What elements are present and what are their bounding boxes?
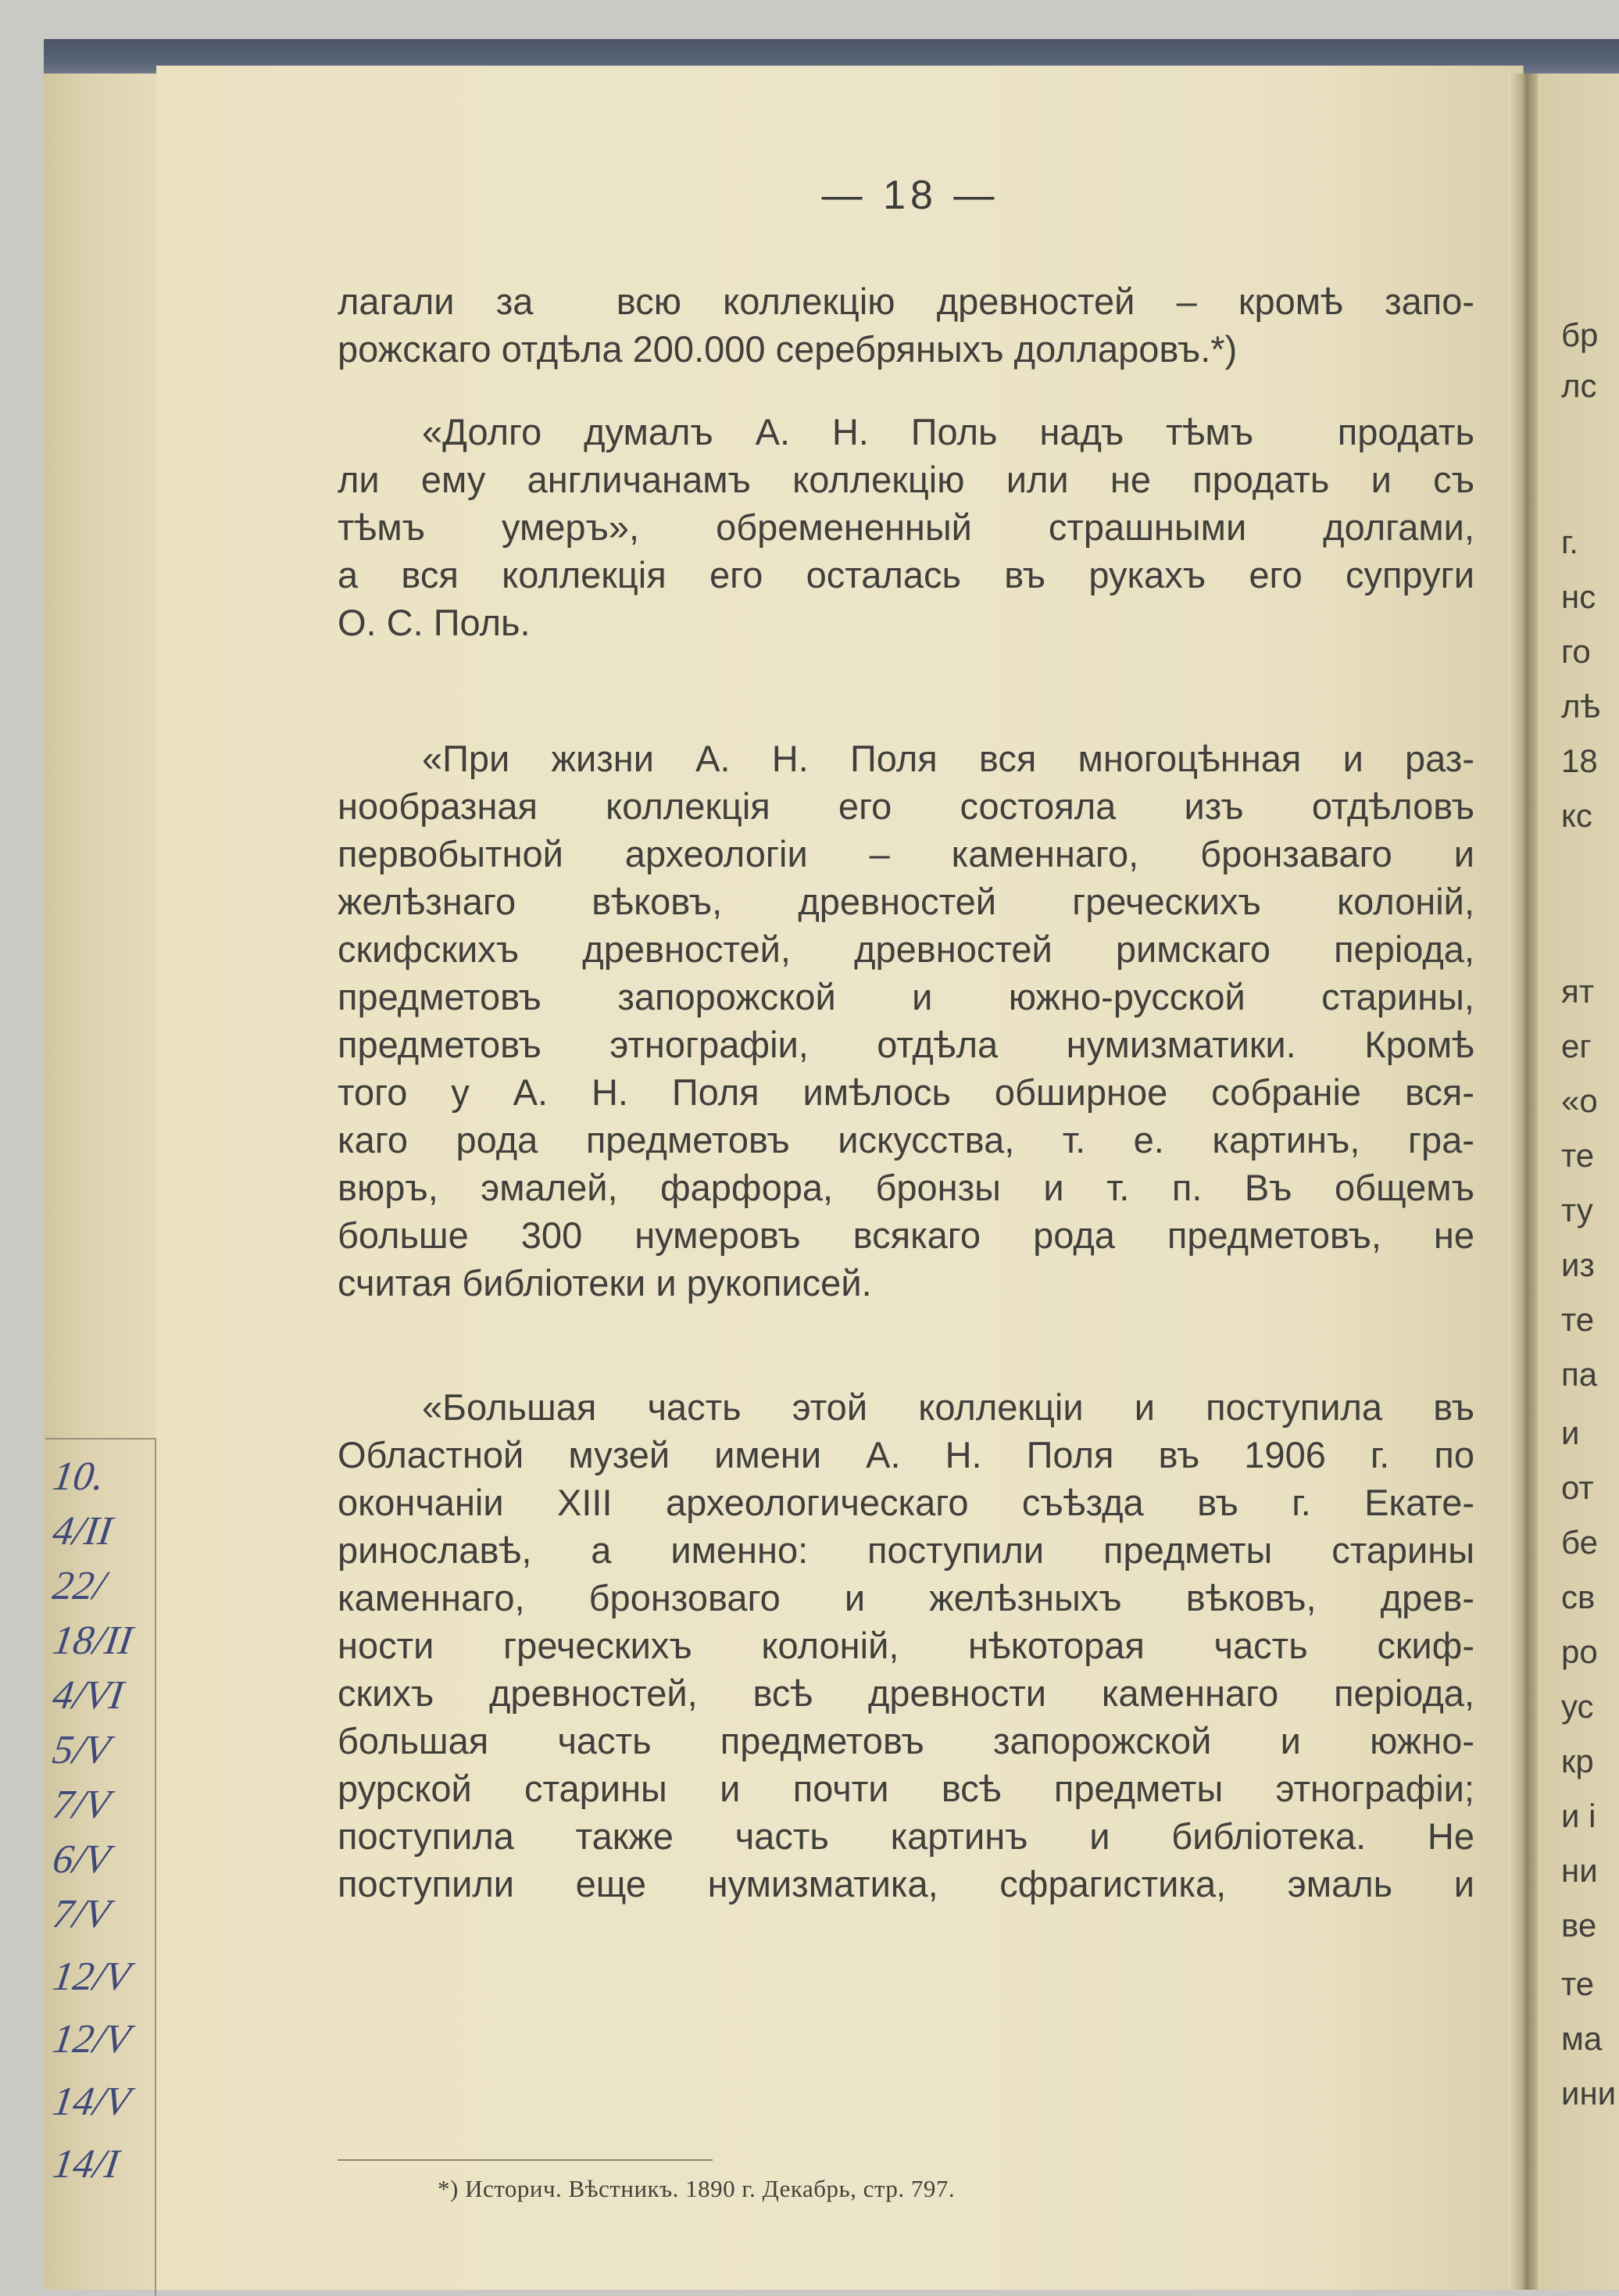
- next-page-fragment: па: [1561, 1356, 1598, 1393]
- next-page-fragment: г.: [1561, 524, 1578, 560]
- next-page-edge: [1538, 73, 1619, 2290]
- paragraph: [338, 408, 1474, 646]
- handwritten-note: 12/V: [49, 1954, 134, 1999]
- next-page-fragment: бр: [1561, 317, 1599, 353]
- next-page-fragment: «о: [1561, 1082, 1598, 1119]
- text-line: считая библіотеки и рукописей.: [338, 1262, 872, 1304]
- text-line: рурской старины и почти всѣ предметы этнографіи;: [338, 1768, 1474, 1809]
- next-page-fragment: те: [1561, 1137, 1595, 1174]
- paragraph: [338, 1383, 1474, 1908]
- text-line: предметовъ запорожской и южно-русской старины,: [338, 976, 1474, 1017]
- text-line: тѣмъ умеръ», обремененный страшными долгами,: [338, 506, 1474, 548]
- handwritten-note: 18/ІІ: [49, 1618, 136, 1663]
- footnote: *) Историч. Вѣстникъ. 1890 г. Декабрь, стр. 797.: [438, 2175, 956, 2202]
- next-page-fragment: ег: [1561, 1028, 1592, 1064]
- handwritten-note: 12/V: [49, 2017, 134, 2062]
- text-line: Областной музей имени А. Н. Поля въ 1906 г. по: [338, 1434, 1474, 1475]
- text-line: а вся коллекція его осталась въ рукахъ его супруги: [338, 554, 1474, 595]
- next-page-fragment: ус: [1561, 1688, 1594, 1725]
- book-spine: [1508, 73, 1539, 2290]
- next-page-fragment: кс: [1561, 797, 1592, 834]
- text-line: лагали за всю коллекцію древностей – кромѣ запо-: [338, 281, 1474, 322]
- next-page-fragment: ро: [1561, 1633, 1598, 1670]
- text-line: каго рода предметовъ искусства, т. е. картинъ, гра-: [338, 1119, 1474, 1161]
- text-line: каменнаго, бронзоваго и желѣзныхъ вѣковъ, древ-: [338, 1577, 1474, 1618]
- next-page-fragment: кр: [1561, 1743, 1594, 1779]
- handwritten-note: 4/VІ: [49, 1673, 127, 1718]
- text-line: желѣзнаго вѣковъ, древностей греческихъ колоній,: [338, 881, 1474, 922]
- handwritten-note: 10.: [49, 1454, 108, 1499]
- text-line: больше 300 нумеровъ всякаго рода предметовъ, не: [338, 1214, 1474, 1256]
- next-page-fragment: ту: [1561, 1192, 1593, 1228]
- paragraph: [338, 277, 1474, 373]
- text-line: скифскихъ древностей, древностей римскаго періода,: [338, 928, 1474, 970]
- next-page-fragment: ини: [1561, 2075, 1617, 2112]
- text-line: скихъ древностей, всѣ древности каменнаго періода,: [338, 1672, 1474, 1714]
- next-page-fragment: и: [1561, 1414, 1580, 1451]
- text-line: того у А. Н. Поля имѣлось обширное собраніе вся-: [338, 1071, 1474, 1113]
- text-line: нообразная коллекція его состояла изъ отдѣловъ: [338, 785, 1474, 827]
- text-line: «Долго думалъ А. Н. Поль надъ тѣмъ продать: [422, 411, 1474, 452]
- paragraph: [338, 735, 1474, 1307]
- handwritten-note: 7/V: [49, 1783, 113, 1827]
- text-line: «Большая часть этой коллекціи и поступила въ: [422, 1386, 1474, 1428]
- text-line: ринославѣ, а именно: поступили предметы старины: [338, 1529, 1474, 1571]
- text-line: «При жизни А. Н. Поля вся многоцѣнная и раз-: [422, 738, 1474, 779]
- handwritten-note: 14/V: [49, 2080, 134, 2124]
- handwritten-note: 5/V: [49, 1728, 113, 1772]
- next-page-fragment: лѣ: [1561, 688, 1601, 724]
- next-page-fragment: ве: [1561, 1907, 1597, 1944]
- next-page-fragment: от: [1561, 1469, 1594, 1506]
- next-page-fragment: и і: [1561, 1797, 1596, 1834]
- next-page-fragment: 18: [1561, 742, 1598, 779]
- next-page-fragment: ни: [1561, 1852, 1598, 1889]
- handwritten-note: 7/V: [49, 1892, 113, 1937]
- text-line: ности греческихъ колоній, нѣкоторая часть скиф-: [338, 1625, 1474, 1666]
- text-line: предметовъ этнографіи, отдѣла нумизматики. Кромѣ: [338, 1024, 1474, 1065]
- handwritten-note: 22/: [49, 1564, 109, 1608]
- next-page-fragment: ма: [1561, 2020, 1603, 2057]
- text-line: вюръ, эмалей, фарфора, бронзы и т. п. Въ общемъ: [338, 1167, 1474, 1208]
- text-line: поступили еще нумизматика, сфрагистика, эмаль и: [338, 1863, 1474, 1904]
- next-page-fragment: из: [1561, 1246, 1595, 1283]
- footnote-rule: [338, 2159, 713, 2161]
- next-page-fragment: ят: [1561, 973, 1594, 1010]
- next-page-fragment: те: [1561, 1301, 1595, 1338]
- next-page-fragment: св: [1561, 1579, 1596, 1615]
- next-page-fragment: го: [1561, 633, 1591, 670]
- next-page-fragment: лс: [1561, 367, 1597, 404]
- text-line: большая часть предметовъ запорожской и южно-: [338, 1720, 1474, 1761]
- text-line: первобытной археологіи – каменнаго, бронзаваго и: [338, 833, 1474, 874]
- next-page-fragment: нс: [1561, 578, 1596, 615]
- handwritten-note: 4/ІІ: [49, 1509, 116, 1554]
- text-line: рожскаго отдѣла 200.000 серебряныхъ долларовъ.*): [338, 328, 1238, 370]
- text-line: поступила также часть картинъ и библіотека. Не: [338, 1815, 1474, 1857]
- text-line: окончаніи XIII археологическаго съѣзда въ г. Екате-: [338, 1482, 1474, 1523]
- handwritten-note: 14/І: [49, 2142, 122, 2187]
- next-page-fragment: те: [1561, 1965, 1595, 2002]
- next-page-fragment: бе: [1561, 1524, 1598, 1561]
- page-number: — 18 —: [821, 173, 999, 218]
- text-line: О. С. Поль.: [338, 602, 531, 643]
- text-line: ли ему англичанамъ коллекцію или не продать и съ: [338, 459, 1474, 500]
- handwritten-note: 6/V: [49, 1837, 113, 1882]
